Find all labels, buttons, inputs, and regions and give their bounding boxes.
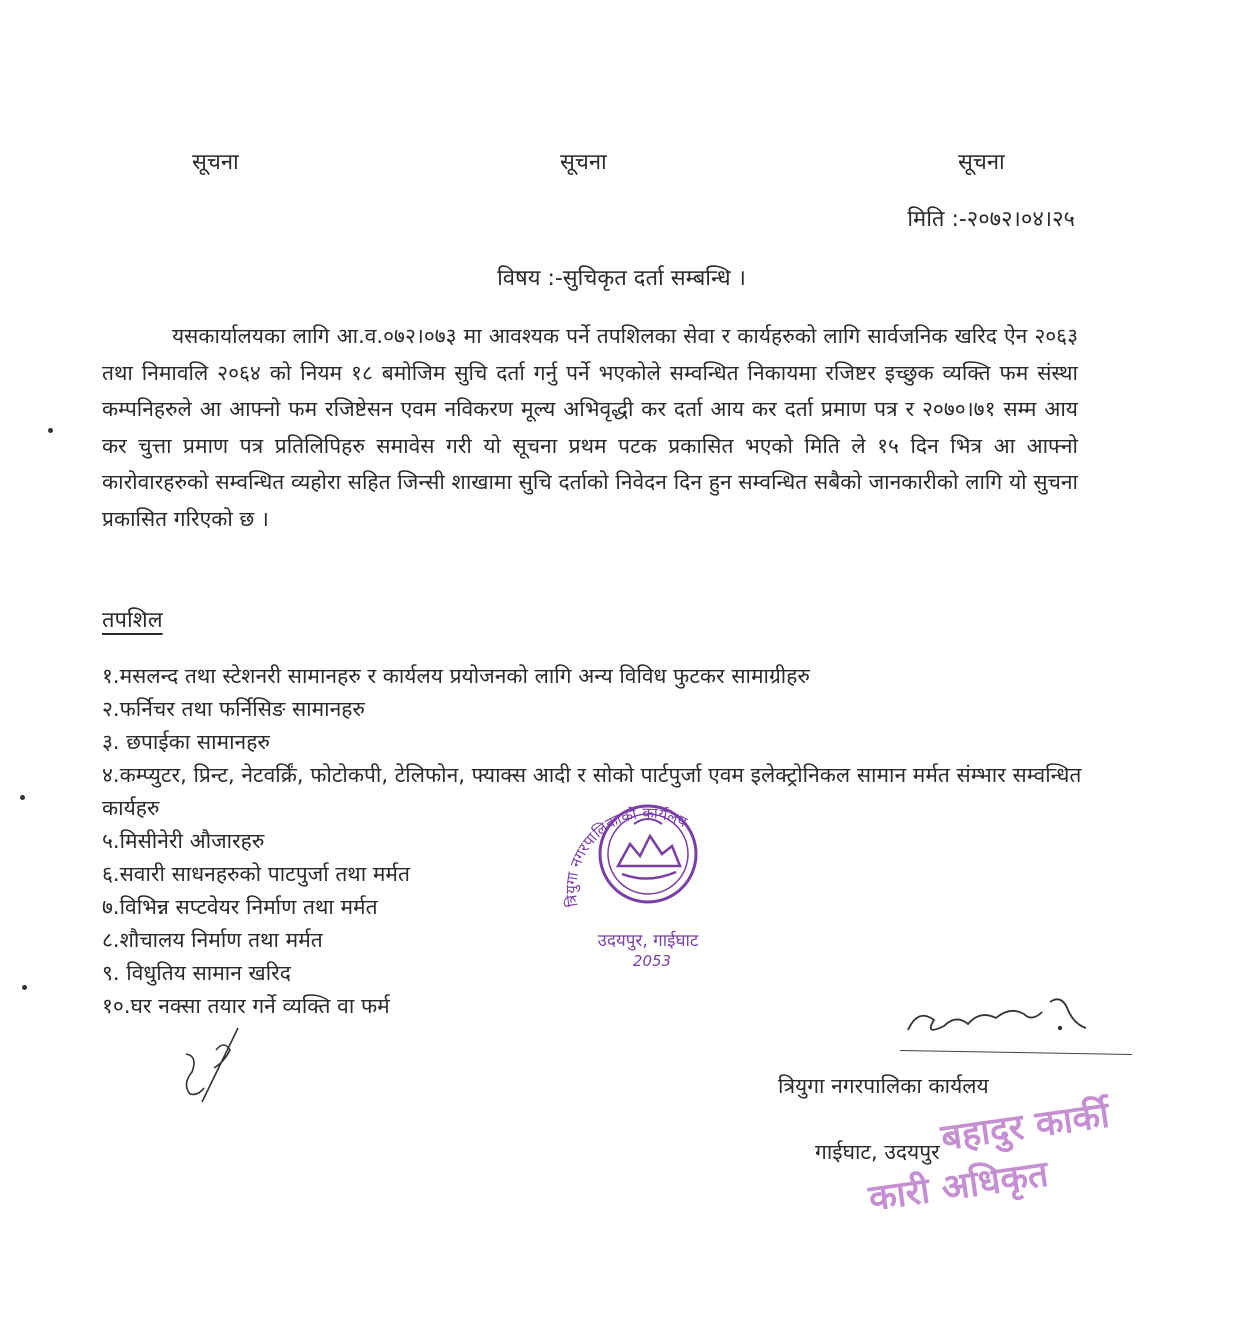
scan-dot bbox=[48, 428, 53, 433]
officer-signature bbox=[900, 988, 1100, 1052]
notice-subject: विषय :-सुचिकृत दर्ता सम्बन्धि । bbox=[497, 266, 746, 291]
list-item: २.फर्निचर तथा फर्निसिङ सामानहरु bbox=[102, 697, 365, 721]
list-title: तपशिल bbox=[102, 608, 163, 633]
list-item: ४.कम्प्युटर, प्रिन्ट, नेटवर्क्रिं, फोटोकपी, टेलिफोन, फ्याक्स आदी र सोको पार्टपुर्जा एवम इलेक्ट्रोनिकल सामान मर्मत संम्भार सम्वन्धित कार्यहरु bbox=[102, 763, 1082, 820]
seal-ring-text: त्रियुगा नगरपालिकाको कार्यलय bbox=[562, 804, 690, 909]
header-notice-right: सूचना bbox=[958, 150, 1005, 175]
stamp-line-1: बहादुर कार्की bbox=[938, 1094, 1112, 1159]
scan-dot bbox=[20, 795, 25, 800]
header-notice-left: सूचना bbox=[192, 150, 239, 175]
initials-signature bbox=[168, 1022, 258, 1112]
scan-dot bbox=[22, 985, 27, 990]
officer-stamp bbox=[829, 1088, 1147, 1278]
notice-date: मिति :-२०७२।०४।२५ bbox=[907, 207, 1075, 232]
list-item: १.मसलन्द तथा स्टेशनरी सामानहरु र कार्यलय प्रयोजनको लागि अन्य विविध फुटकर सामाग्रीहरु bbox=[102, 664, 810, 688]
list-item: ७.विभिन्न सप्टवेयर निर्माण तथा मर्मत bbox=[102, 895, 378, 919]
list-item: ५.मिसीनेरी औजारहरु bbox=[102, 829, 265, 853]
seal-year: 2053 bbox=[632, 952, 672, 970]
list-item: ६.सवारी साधनहरुको पाटपुर्जा तथा मर्मत bbox=[102, 862, 410, 886]
stamp-line-2: कारी अधिकृत bbox=[866, 1153, 1051, 1220]
seal-bottom-text: उदयपुर, गाईघाट bbox=[597, 931, 699, 951]
list-item: ३. छपाईका सामानहरु bbox=[102, 730, 270, 754]
notice-body: यसकार्यालयका लागि आ.व.०७२।०७३ मा आवश्यक पर्ने तपशिलका सेवा र कार्यहरुको लागि सार्वजनिक खरिद ऐन २०६३ तथा निमावलि २०६४ को नियम १८ बमोजिम सुचि दर्ता गर्नु पर्ने भएकोले सम्वन्धित निकायमा रजिष्टर इच्छुक व्यक्ति फम संस्था कम्पनिहरुले आ आफ्नो फम रजिष्टेसन एवम नविकरण मूल्य अभिवृद्धी कर दर्ता आय कर दर्ता प्रमाण पत्र र २०७०।७१ सम्म आय कर चुत्ता प्रमाण पत्र प्रतिलिपिहरु समावेस गरी यो सूचना प्रथम पटक प्रकासित भएको मिति ले १५ दिन भित्र आ आफ्नो कारोवारहरुको सम्वन्धित व्यहोरा सहित जिन्सी शाखामा सुचि दर्ताको निवेदन दिन हुन सम्वन्धित सबैको जानकारीको लागि यो सुचना प्रकासित गरिएको छ । bbox=[102, 324, 1078, 531]
office-seal bbox=[548, 786, 748, 976]
header-notice-center: सूचना bbox=[560, 150, 607, 175]
list-item: ९. विधुतिय सामान खरिद bbox=[102, 961, 291, 985]
list-item: १०.घर नक्सा तयार गर्ने व्यक्ति वा फर्म bbox=[102, 994, 390, 1018]
signature-place: गाईघाट, उदयपुर bbox=[815, 1140, 940, 1164]
signature-office: त्रियुगा नगरपालिका कार्यलय bbox=[778, 1074, 989, 1098]
list-item: ८.शौचालय निर्माण तथा मर्मत bbox=[102, 928, 323, 952]
